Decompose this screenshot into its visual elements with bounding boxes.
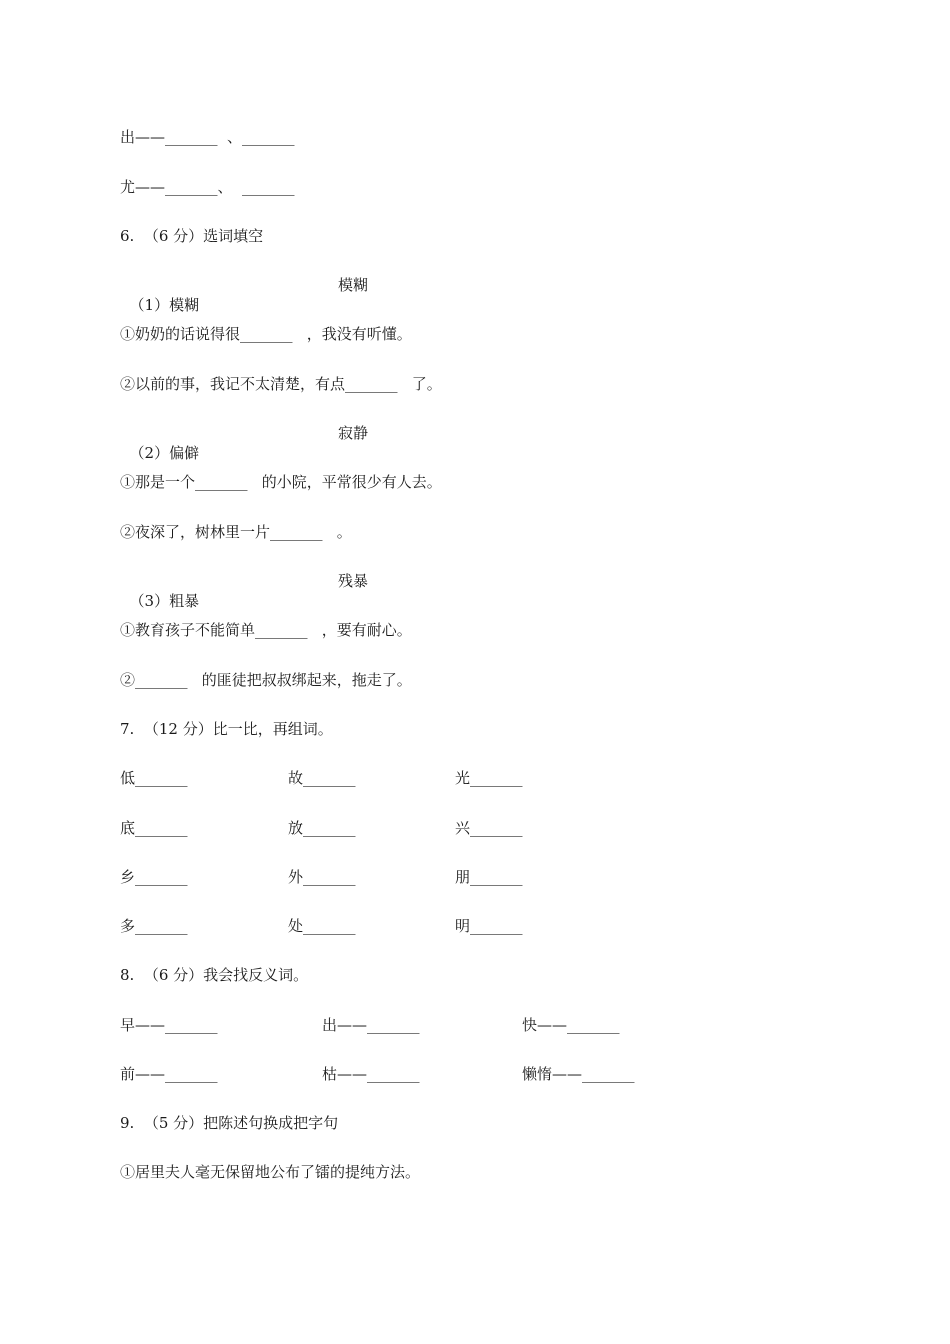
q7-cell: 乡_______ — [120, 868, 188, 886]
q5-tail-line-1: 出——_______ 、_______ — [120, 128, 295, 146]
q7-cell: 故_______ — [288, 769, 356, 787]
q6-part1-option-b: 模糊 — [338, 276, 369, 294]
q8-cell: 快——_______ — [522, 1016, 620, 1034]
q7-cell: 放_______ — [288, 819, 356, 837]
q6-part3-header — [120, 571, 199, 611]
q6-part3-option-b: 残暴 — [338, 572, 369, 590]
q6-part3-sentence-2: ②_______ 的匪徒把叔叔绑起来，拖走了。 — [120, 671, 412, 689]
q6-part1-sentence-1: ①奶奶的话说得很_______ ，我没有听懂。 — [120, 325, 412, 343]
q8-cell: 前——_______ — [120, 1065, 218, 1083]
q5-tail-line-2: 尤——_______、 _______ — [120, 178, 295, 196]
q7-cell: 多_______ — [120, 917, 188, 935]
q9-title: 9. （5 分）把陈述句换成把字句 — [120, 1114, 339, 1132]
q8-title: 8. （6 分）我会找反义词。 — [120, 966, 309, 984]
q6-part2-header — [120, 423, 199, 463]
q7-cell: 底_______ — [120, 819, 188, 837]
q7-cell: 外_______ — [288, 868, 356, 886]
q6-title: 6. （6 分）选词填空 — [120, 227, 264, 245]
q7-cell: 明_______ — [455, 917, 523, 935]
q7-cell: 朋_______ — [455, 868, 523, 886]
q8-cell: 枯——_______ — [322, 1065, 420, 1083]
q6-part3-sentence-1: ①教育孩子不能简单_______ ，要有耐心。 — [120, 621, 412, 639]
q7-cell: 兴_______ — [455, 819, 523, 837]
q8-cell: 早——_______ — [120, 1016, 218, 1034]
q6-part2-option-a: （2）偏僻 — [129, 444, 200, 462]
q7-cell: 处_______ — [288, 917, 356, 935]
q6-part3-option-a: （3）粗暴 — [129, 592, 200, 610]
q6-part1-sentence-2: ②以前的事，我记不太清楚，有点_______ 了。 — [120, 375, 442, 393]
q8-cell: 出——_______ — [322, 1016, 420, 1034]
q8-cell: 懒惰——_______ — [522, 1065, 635, 1083]
q9-sentence-1: ①居里夫人毫无保留地公布了镭的提纯方法。 — [120, 1163, 421, 1181]
q6-part2-option-b: 寂静 — [338, 424, 369, 442]
q6-part1-header — [120, 275, 199, 315]
q6-part1-option-a: （1）模糊 — [129, 296, 200, 314]
q6-part2-sentence-1: ①那是一个_______ 的小院，平常很少有人去。 — [120, 473, 442, 491]
q7-cell: 光_______ — [455, 769, 523, 787]
q7-cell: 低_______ — [120, 769, 188, 787]
q7-title: 7. （12 分）比一比，再组词。 — [120, 720, 333, 738]
q6-part2-sentence-2: ②夜深了，树林里一片_______ 。 — [120, 523, 352, 541]
